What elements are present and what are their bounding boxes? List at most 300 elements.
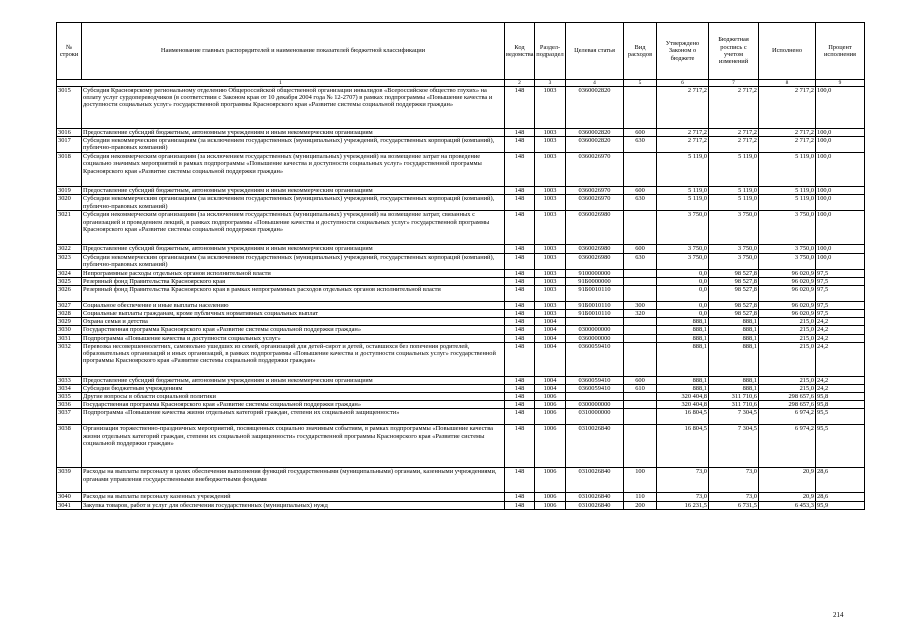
cell-percent: 97,5 <box>816 310 865 318</box>
cell-expense-type: 600 <box>624 376 657 384</box>
cell-expense-type <box>624 87 657 129</box>
cell-executed: 3 750,0 <box>759 253 816 269</box>
cell-budget-list: 98 527,8 <box>709 269 759 277</box>
cell-executed: 96 020,9 <box>759 301 816 309</box>
cell-executed: 96 020,9 <box>759 310 816 318</box>
cell-expense-type: 100 <box>624 468 657 493</box>
table-row <box>57 334 865 342</box>
cell-budget-list: 73,0 <box>709 468 759 493</box>
cell-ministry-code: 148 <box>505 195 535 211</box>
cell-section: 1003 <box>535 269 566 277</box>
cell-ministry-code: 148 <box>505 501 535 509</box>
cell-budget-list: 2 717,2 <box>709 137 759 153</box>
cell-approved: 2 717,2 <box>657 87 709 129</box>
cell-section: 1006 <box>535 468 566 493</box>
cell-expense-type <box>624 318 657 326</box>
cell-percent: 100,0 <box>816 195 865 211</box>
cell-name: Государственная программа Красноярского края «Развитие системы социальной поддержки граждан» <box>82 401 505 409</box>
table-row <box>57 409 865 425</box>
cell-section: 1004 <box>535 376 566 384</box>
cell-section: 1003 <box>535 310 566 318</box>
cell-row-number: 3018 <box>57 153 82 187</box>
cell-name: Непрограммные расходы отдельных органов исполнительной власти <box>82 269 505 277</box>
column-number: 5 <box>624 80 657 87</box>
cell-budget-list: 3 750,0 <box>709 253 759 269</box>
cell-budget-list: 888,1 <box>709 318 759 326</box>
header-section: Раздел-подраздел <box>535 23 566 80</box>
cell-approved: 5 119,0 <box>657 153 709 187</box>
cell-ministry-code: 148 <box>505 376 535 384</box>
table-row <box>57 318 865 326</box>
cell-row-number: 3037 <box>57 409 82 425</box>
cell-target: 0360026970 <box>566 187 624 195</box>
table-row <box>57 285 865 301</box>
cell-target: 0360002820 <box>566 137 624 153</box>
table-row <box>57 153 865 187</box>
cell-ministry-code: 148 <box>505 409 535 425</box>
cell-executed: 6 974,2 <box>759 425 816 468</box>
cell-section: 1006 <box>535 401 566 409</box>
header-name: Наименование главных распорядителей и наименование показателей бюджетной классификации <box>82 23 505 80</box>
cell-target: 0360002820 <box>566 87 624 129</box>
cell-percent: 95,8 <box>816 393 865 401</box>
table-row <box>57 277 865 285</box>
cell-section: 1003 <box>535 87 566 129</box>
header-row-no: № строки <box>57 23 82 80</box>
cell-name: Субсидии некоммерческим организациям (за исключением государственных (муниципальных) учреждений, государственных корпораций (компаний), публично-правовых компаний) <box>82 137 505 153</box>
cell-row-number: 3020 <box>57 195 82 211</box>
cell-target: 91Б0010110 <box>566 285 624 301</box>
cell-row-number: 3028 <box>57 310 82 318</box>
cell-section: 1004 <box>535 326 566 334</box>
cell-target: 0310000000 <box>566 409 624 425</box>
cell-expense-type <box>624 326 657 334</box>
cell-ministry-code: 148 <box>505 326 535 334</box>
cell-executed: 5 119,0 <box>759 187 816 195</box>
cell-ministry-code: 148 <box>505 187 535 195</box>
cell-target: 0360002820 <box>566 129 624 137</box>
cell-approved: 16 804,5 <box>657 425 709 468</box>
cell-target: 0310026840 <box>566 468 624 493</box>
table-row <box>57 211 865 245</box>
cell-section: 1006 <box>535 493 566 501</box>
cell-target: 91Б0010110 <box>566 310 624 318</box>
cell-name: Закупка товаров, работ и услуг для обеспечения государственных (муниципальных) нужд <box>82 501 505 509</box>
cell-percent: 100,0 <box>816 253 865 269</box>
cell-budget-list: 2 717,2 <box>709 129 759 137</box>
cell-name: Субсидии бюджетным учреждениям <box>82 384 505 392</box>
cell-row-number: 3030 <box>57 326 82 334</box>
cell-target: 0360026970 <box>566 195 624 211</box>
cell-target: 0360026970 <box>566 153 624 187</box>
table-body <box>57 87 865 510</box>
cell-section: 1003 <box>535 129 566 137</box>
cell-expense-type: 110 <box>624 493 657 501</box>
cell-expense-type: 630 <box>624 195 657 211</box>
cell-budget-list: 98 527,8 <box>709 301 759 309</box>
cell-approved: 888,1 <box>657 318 709 326</box>
cell-budget-list: 2 717,2 <box>709 87 759 129</box>
table-row <box>57 129 865 137</box>
cell-executed: 2 717,2 <box>759 87 816 129</box>
column-number: 1 <box>57 80 505 87</box>
cell-section: 1004 <box>535 334 566 342</box>
cell-executed: 6 974,2 <box>759 409 816 425</box>
cell-percent: 95,5 <box>816 409 865 425</box>
cell-ministry-code: 148 <box>505 211 535 245</box>
cell-section: 1003 <box>535 253 566 269</box>
cell-approved: 3 750,0 <box>657 245 709 253</box>
cell-approved: 320 404,8 <box>657 401 709 409</box>
cell-approved: 888,1 <box>657 334 709 342</box>
cell-approved: 0,0 <box>657 301 709 309</box>
cell-budget-list: 98 527,8 <box>709 285 759 301</box>
cell-ministry-code: 148 <box>505 468 535 493</box>
table-row <box>57 326 865 334</box>
cell-expense-type <box>624 425 657 468</box>
cell-row-number: 3022 <box>57 245 82 253</box>
cell-executed: 215,0 <box>759 376 816 384</box>
cell-budget-list: 73,0 <box>709 493 759 501</box>
cell-expense-type <box>624 342 657 376</box>
cell-target: 91Б0000000 <box>566 277 624 285</box>
cell-percent: 24,2 <box>816 326 865 334</box>
cell-expense-type: 610 <box>624 384 657 392</box>
cell-budget-list: 888,1 <box>709 376 759 384</box>
header-target: Целевая статья <box>566 23 624 80</box>
cell-percent: 100,0 <box>816 245 865 253</box>
cell-budget-list: 7 304,5 <box>709 409 759 425</box>
cell-approved: 5 119,0 <box>657 187 709 195</box>
cell-ministry-code: 148 <box>505 87 535 129</box>
cell-approved: 16 231,5 <box>657 501 709 509</box>
cell-ministry-code: 148 <box>505 334 535 342</box>
cell-expense-type: 600 <box>624 187 657 195</box>
cell-executed: 298 657,6 <box>759 401 816 409</box>
cell-section: 1004 <box>535 384 566 392</box>
cell-target: 0360059410 <box>566 384 624 392</box>
table-row <box>57 301 865 309</box>
cell-expense-type <box>624 393 657 401</box>
cell-approved: 888,1 <box>657 326 709 334</box>
cell-approved: 0,0 <box>657 285 709 301</box>
cell-executed: 215,0 <box>759 318 816 326</box>
cell-row-number: 3039 <box>57 468 82 493</box>
cell-budget-list: 888,1 <box>709 326 759 334</box>
cell-name: Социальные выплаты гражданам, кроме публичных нормативных социальных выплат <box>82 310 505 318</box>
cell-expense-type: 630 <box>624 137 657 153</box>
cell-row-number: 3017 <box>57 137 82 153</box>
cell-ministry-code: 148 <box>505 153 535 187</box>
cell-row-number: 3027 <box>57 301 82 309</box>
cell-percent: 24,2 <box>816 342 865 376</box>
table-row <box>57 310 865 318</box>
cell-name: Подпрограмма «Повышение качества и доступности социальных услуг» <box>82 334 505 342</box>
table-row <box>57 87 865 129</box>
cell-row-number: 3021 <box>57 211 82 245</box>
cell-percent: 100,0 <box>816 211 865 245</box>
cell-ministry-code: 148 <box>505 342 535 376</box>
table-row <box>57 253 865 269</box>
cell-target <box>566 318 624 326</box>
table-row <box>57 425 865 468</box>
cell-row-number: 3023 <box>57 253 82 269</box>
cell-expense-type <box>624 409 657 425</box>
header-percent: Процент исполнения <box>816 23 865 80</box>
column-number: 2 <box>505 80 535 87</box>
cell-expense-type <box>624 401 657 409</box>
cell-ministry-code: 148 <box>505 384 535 392</box>
cell-percent: 95,5 <box>816 425 865 468</box>
cell-name: Резервный фонд Правительства Красноярского края <box>82 277 505 285</box>
cell-percent: 24,2 <box>816 334 865 342</box>
table-row <box>57 187 865 195</box>
cell-approved: 888,1 <box>657 376 709 384</box>
header-budget-list: Бюджетная роспись с учетом изменений <box>709 23 759 80</box>
cell-name: Расходы на выплаты персоналу в целях обеспечения выполнения функций государственными (муниципальными) органами, казенными учреждениями, органами управления государственными внебюджетными фондами <box>82 468 505 493</box>
cell-target: 0360026980 <box>566 211 624 245</box>
cell-executed: 6 453,3 <box>759 501 816 509</box>
cell-section: 1003 <box>535 137 566 153</box>
cell-row-number: 3036 <box>57 401 82 409</box>
cell-section: 1006 <box>535 393 566 401</box>
cell-row-number: 3034 <box>57 384 82 392</box>
cell-budget-list: 98 527,8 <box>709 277 759 285</box>
cell-ministry-code: 148 <box>505 285 535 301</box>
cell-budget-list: 98 527,8 <box>709 310 759 318</box>
cell-expense-type: 200 <box>624 501 657 509</box>
cell-row-number: 3025 <box>57 277 82 285</box>
cell-executed: 2 717,2 <box>759 137 816 153</box>
cell-row-number: 3033 <box>57 376 82 384</box>
cell-percent: 100,0 <box>816 153 865 187</box>
cell-row-number: 3026 <box>57 285 82 301</box>
cell-section: 1003 <box>535 195 566 211</box>
cell-budget-list: 5 119,0 <box>709 187 759 195</box>
table-row <box>57 384 865 392</box>
cell-percent: 95,9 <box>816 501 865 509</box>
table-row <box>57 501 865 509</box>
cell-expense-type <box>624 334 657 342</box>
cell-percent: 97,5 <box>816 269 865 277</box>
cell-name: Социальное обеспечение и иные выплаты населению <box>82 301 505 309</box>
column-number: 9 <box>816 80 865 87</box>
cell-target: 91Б0010110 <box>566 301 624 309</box>
cell-row-number: 3041 <box>57 501 82 509</box>
column-number: 3 <box>535 80 566 87</box>
cell-name: Охрана семьи и детства <box>82 318 505 326</box>
header-ministry-code: Код ведомства <box>505 23 535 80</box>
cell-name: Субсидии некоммерческим организациям (за исключением государственных (муниципальных) учреждений, государственных корпораций (компаний), публично-правовых компаний) <box>82 195 505 211</box>
cell-approved: 2 717,2 <box>657 137 709 153</box>
cell-ministry-code: 148 <box>505 301 535 309</box>
cell-row-number: 3040 <box>57 493 82 501</box>
table-row <box>57 401 865 409</box>
cell-row-number: 3016 <box>57 129 82 137</box>
cell-target: 0300000000 <box>566 326 624 334</box>
table-row <box>57 342 865 376</box>
header-executed: Исполнено <box>759 23 816 80</box>
budget-execution-table <box>56 22 865 510</box>
cell-target: 0310026840 <box>566 501 624 509</box>
cell-budget-list: 3 750,0 <box>709 211 759 245</box>
cell-name: Предоставление субсидий бюджетным, автономным учреждениям и иным некоммерческим организациям <box>82 376 505 384</box>
cell-row-number: 3031 <box>57 334 82 342</box>
cell-expense-type <box>624 269 657 277</box>
cell-target: 0360026980 <box>566 245 624 253</box>
cell-percent: 100,0 <box>816 137 865 153</box>
cell-section: 1003 <box>535 245 566 253</box>
cell-section: 1003 <box>535 301 566 309</box>
cell-name: Предоставление субсидий бюджетным, автономным учреждениям и иным некоммерческим организациям <box>82 129 505 137</box>
cell-section: 1006 <box>535 425 566 468</box>
cell-expense-type: 600 <box>624 129 657 137</box>
cell-name: Резервный фонд Правительства Красноярского края в рамках непрограммных расходов отдельных органов исполнительной власти <box>82 285 505 301</box>
cell-expense-type: 320 <box>624 310 657 318</box>
cell-ministry-code: 148 <box>505 310 535 318</box>
cell-section: 1006 <box>535 409 566 425</box>
cell-section: 1003 <box>535 285 566 301</box>
cell-percent: 28,6 <box>816 468 865 493</box>
cell-budget-list: 888,1 <box>709 342 759 376</box>
cell-executed: 96 020,9 <box>759 277 816 285</box>
cell-executed: 96 020,9 <box>759 269 816 277</box>
cell-approved: 2 717,2 <box>657 129 709 137</box>
cell-ministry-code: 148 <box>505 277 535 285</box>
cell-row-number: 3015 <box>57 87 82 129</box>
cell-executed: 5 119,0 <box>759 153 816 187</box>
column-number: 6 <box>657 80 709 87</box>
cell-name: Организация торжественно-праздничных мероприятий, посвященных социально значимым событиям, в рамках подпрограммы «Повышение качества жизни отдельных категорий граждан, степени их социальной защищенности» государственной программы Красноярского края «Развитие системы социальной поддержки граждан» <box>82 425 505 468</box>
cell-ministry-code: 148 <box>505 401 535 409</box>
column-number: 4 <box>566 80 624 87</box>
cell-target: 0300000000 <box>566 401 624 409</box>
table-row <box>57 195 865 211</box>
cell-ministry-code: 148 <box>505 245 535 253</box>
cell-percent: 24,2 <box>816 376 865 384</box>
header-approved: Утверждено Законом о бюджете <box>657 23 709 80</box>
cell-executed: 96 020,9 <box>759 285 816 301</box>
cell-name: Субсидия некоммерческим организациям (за исключением государственных (муниципальных) учреждений) на возмещение затрат, связанных с организацией и проведением лекций, в рамках подпрограммы «Повышение качества и доступности социальных услуг» государственной программы Красноярского края «Развитие системы социальной поддержки граждан» <box>82 211 505 245</box>
cell-budget-list: 311 710,6 <box>709 393 759 401</box>
cell-executed: 20,9 <box>759 493 816 501</box>
cell-ministry-code: 148 <box>505 425 535 468</box>
cell-expense-type: 600 <box>624 245 657 253</box>
cell-section: 1004 <box>535 342 566 376</box>
table-row <box>57 376 865 384</box>
cell-target: 0310026840 <box>566 493 624 501</box>
cell-target: 0360000000 <box>566 334 624 342</box>
cell-ministry-code: 148 <box>505 393 535 401</box>
cell-row-number: 3029 <box>57 318 82 326</box>
cell-approved: 0,0 <box>657 277 709 285</box>
cell-row-number: 3032 <box>57 342 82 376</box>
cell-approved: 3 750,0 <box>657 211 709 245</box>
cell-expense-type <box>624 285 657 301</box>
cell-target: 0360026980 <box>566 253 624 269</box>
cell-name: Государственная программа Красноярского края «Развитие системы социальной поддержки граждан» <box>82 326 505 334</box>
cell-approved: 888,1 <box>657 342 709 376</box>
column-number: 8 <box>759 80 816 87</box>
cell-approved: 73,0 <box>657 493 709 501</box>
cell-ministry-code: 148 <box>505 269 535 277</box>
header-row <box>57 23 865 80</box>
cell-percent: 97,5 <box>816 277 865 285</box>
table-row <box>57 245 865 253</box>
cell-ministry-code: 148 <box>505 129 535 137</box>
cell-budget-list: 888,1 <box>709 334 759 342</box>
cell-section: 1003 <box>535 153 566 187</box>
cell-percent: 97,5 <box>816 285 865 301</box>
cell-ministry-code: 148 <box>505 253 535 269</box>
cell-name: Субсидия Красноярскому региональному отделению Общероссийской общественной организации инвалидов «Всероссийское общество глухих» на оплату услуг сурдопереводчиков (в соответствии с Законом края от 10 декабря 2004 года № 12-2707) в рамках подпрограммы «Повышение качества и доступности социальных услуг» государственной программы Красноярского края «Развитие системы социальной поддержки граждан» <box>82 87 505 129</box>
cell-approved: 888,1 <box>657 384 709 392</box>
cell-name: Предоставление субсидий бюджетным, автономным учреждениям и иным некоммерческим организациям <box>82 245 505 253</box>
cell-budget-list: 5 119,0 <box>709 195 759 211</box>
cell-executed: 215,0 <box>759 342 816 376</box>
cell-name: Субсидия некоммерческим организациям (за исключением государственных (муниципальных) учреждений) на возмещение затрат на проведение социально значимых мероприятий в рамках подпрограммы «Повышение качества и доступности социальных услуг» государственной программы Красноярского края «Развитие системы социальной поддержки граждан» <box>82 153 505 187</box>
column-number-row <box>57 80 865 87</box>
cell-budget-list: 3 750,0 <box>709 245 759 253</box>
cell-budget-list: 6 731,5 <box>709 501 759 509</box>
cell-target: 0310026840 <box>566 425 624 468</box>
cell-budget-list: 888,1 <box>709 384 759 392</box>
cell-name: Субсидии некоммерческим организациям (за исключением государственных (муниципальных) учреждений, государственных корпораций (компаний), публично-правовых компаний) <box>82 253 505 269</box>
cell-percent: 28,6 <box>816 493 865 501</box>
cell-ministry-code: 148 <box>505 137 535 153</box>
cell-executed: 298 657,6 <box>759 393 816 401</box>
cell-executed: 20,9 <box>759 468 816 493</box>
cell-expense-type <box>624 153 657 187</box>
cell-percent: 24,2 <box>816 384 865 392</box>
cell-approved: 16 804,5 <box>657 409 709 425</box>
cell-section: 1004 <box>535 318 566 326</box>
cell-budget-list: 311 710,6 <box>709 401 759 409</box>
table-row <box>57 137 865 153</box>
cell-approved: 0,0 <box>657 310 709 318</box>
cell-name: Предоставление субсидий бюджетным, автономным учреждениям и иным некоммерческим организациям <box>82 187 505 195</box>
cell-name: Подпрограмма «Повышение качества жизни отдельных категорий граждан, степени их социальной защищенности» <box>82 409 505 425</box>
cell-executed: 3 750,0 <box>759 211 816 245</box>
cell-percent: 97,5 <box>816 301 865 309</box>
cell-percent: 95,8 <box>816 401 865 409</box>
cell-section: 1003 <box>535 277 566 285</box>
cell-name: Расходы на выплаты персоналу казенных учреждений <box>82 493 505 501</box>
cell-name: Другие вопросы в области социальной политики <box>82 393 505 401</box>
cell-expense-type <box>624 277 657 285</box>
cell-percent: 100,0 <box>816 187 865 195</box>
table-row <box>57 493 865 501</box>
cell-target: 9100000000 <box>566 269 624 277</box>
cell-expense-type: 630 <box>624 253 657 269</box>
table-row <box>57 468 865 493</box>
cell-executed: 215,0 <box>759 334 816 342</box>
cell-executed: 3 750,0 <box>759 245 816 253</box>
cell-name: Перевозка несовершеннолетних, самовольно ушедших из семей, организаций для детей-сирот и детей, оставшихся без попечения родителей, образовательных организаций и иных организаций, в рамках подпрограммы «Повышение качества и доступности социальных услуг» государственной программы Красноярского края «Развитие системы социальной поддержки граждан» <box>82 342 505 376</box>
cell-row-number: 3024 <box>57 269 82 277</box>
cell-percent: 100,0 <box>816 87 865 129</box>
cell-row-number: 3035 <box>57 393 82 401</box>
header-expense-type: Вид расходов <box>624 23 657 80</box>
cell-target: 0360059410 <box>566 376 624 384</box>
cell-section: 1003 <box>535 211 566 245</box>
cell-approved: 0,0 <box>657 269 709 277</box>
cell-ministry-code: 148 <box>505 493 535 501</box>
table-row <box>57 393 865 401</box>
cell-target <box>566 393 624 401</box>
cell-executed: 215,0 <box>759 384 816 392</box>
cell-executed: 2 717,2 <box>759 129 816 137</box>
